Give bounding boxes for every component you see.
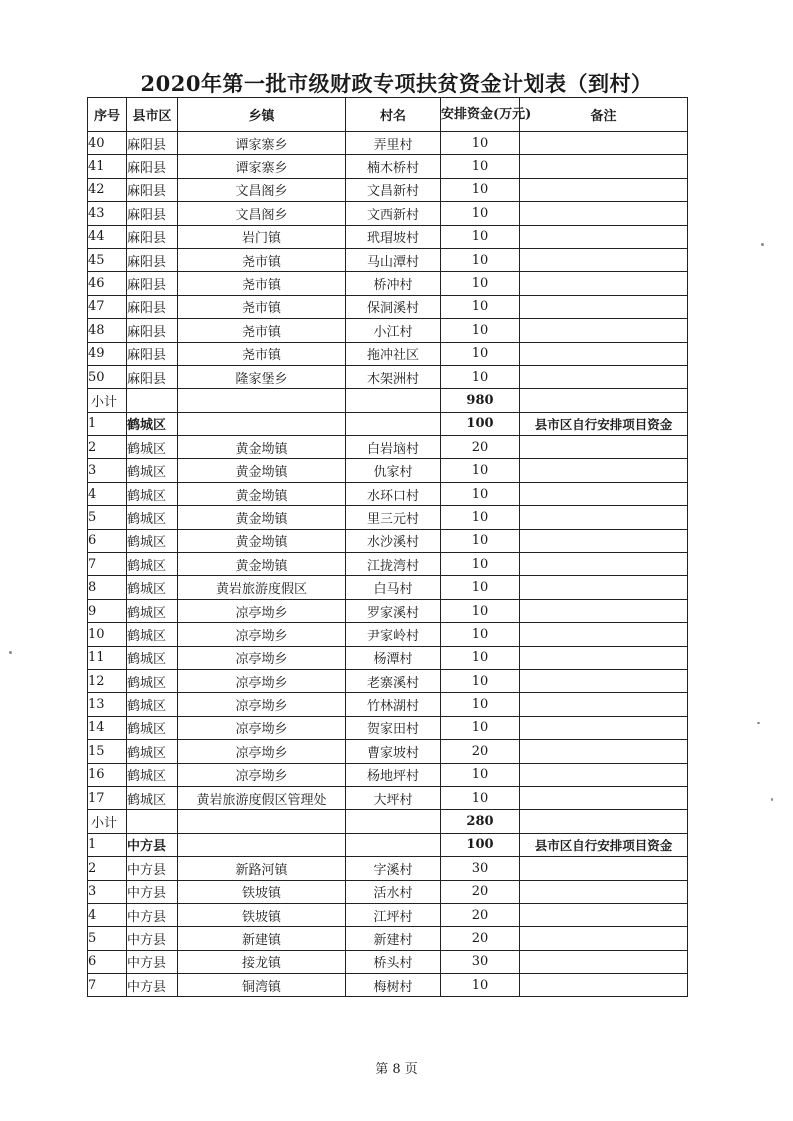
cell-village: 贺家田村 bbox=[346, 716, 441, 739]
cell-village bbox=[346, 833, 441, 856]
cell-note bbox=[520, 482, 688, 505]
cell-amount: 30 bbox=[441, 950, 520, 973]
cell-village: 活水村 bbox=[346, 880, 441, 903]
cell-village: 杨潭村 bbox=[346, 646, 441, 669]
cell-amount: 10 bbox=[441, 459, 520, 482]
cell-county bbox=[127, 810, 178, 833]
cell-county: 鹤城区 bbox=[127, 763, 178, 786]
fund-plan-table bbox=[87, 97, 688, 997]
cell-county: 中方县 bbox=[127, 974, 178, 997]
cell-amount: 20 bbox=[441, 436, 520, 459]
cell-seq: 44 bbox=[88, 225, 127, 248]
cell-seq: 小计 bbox=[88, 810, 127, 833]
cell-amount: 100 bbox=[441, 412, 520, 435]
cell-county: 麻阳县 bbox=[127, 225, 178, 248]
cell-seq: 42 bbox=[88, 178, 127, 201]
page-title: 2020年第一批市级财政专项扶贫资金计划表（到村） bbox=[140, 71, 653, 96]
table-row bbox=[88, 365, 688, 388]
cell-village: 玳瑁坡村 bbox=[346, 225, 441, 248]
cell-seq: 小计 bbox=[88, 389, 127, 412]
cell-town: 黄金坳镇 bbox=[178, 529, 346, 552]
cell-town: 黄金坳镇 bbox=[178, 553, 346, 576]
table-row bbox=[88, 740, 688, 763]
scan-speck bbox=[757, 722, 760, 724]
cell-county: 鹤城区 bbox=[127, 436, 178, 459]
cell-amount: 10 bbox=[441, 553, 520, 576]
cell-town: 凉亭坳乡 bbox=[178, 740, 346, 763]
cell-note bbox=[520, 669, 688, 692]
cell-village: 文西新村 bbox=[346, 202, 441, 225]
table-row bbox=[88, 529, 688, 552]
cell-amount: 10 bbox=[441, 248, 520, 271]
cell-note bbox=[520, 786, 688, 809]
cell-town: 凉亭坳乡 bbox=[178, 763, 346, 786]
table-row bbox=[88, 319, 688, 342]
cell-county: 麻阳县 bbox=[127, 295, 178, 318]
cell-county: 鹤城区 bbox=[127, 553, 178, 576]
cell-note bbox=[520, 225, 688, 248]
cell-village: 字溪村 bbox=[346, 857, 441, 880]
cell-seq: 13 bbox=[88, 693, 127, 716]
table-row bbox=[88, 202, 688, 225]
table-row bbox=[88, 178, 688, 201]
cell-seq: 41 bbox=[88, 155, 127, 178]
cell-village: 罗家溪村 bbox=[346, 599, 441, 622]
cell-town: 尧市镇 bbox=[178, 342, 346, 365]
cell-note bbox=[520, 295, 688, 318]
cell-village: 新建村 bbox=[346, 927, 441, 950]
table-row bbox=[88, 272, 688, 295]
cell-seq: 6 bbox=[88, 950, 127, 973]
cell-town: 隆家堡乡 bbox=[178, 365, 346, 388]
cell-amount: 20 bbox=[441, 927, 520, 950]
cell-county: 麻阳县 bbox=[127, 319, 178, 342]
cell-seq: 7 bbox=[88, 974, 127, 997]
header-county: 县市区 bbox=[127, 98, 178, 132]
cell-seq: 48 bbox=[88, 319, 127, 342]
cell-note bbox=[520, 740, 688, 763]
cell-amount: 10 bbox=[441, 646, 520, 669]
cell-note bbox=[520, 365, 688, 388]
scan-speck bbox=[761, 243, 764, 246]
table-row bbox=[88, 786, 688, 809]
cell-note: 县市区自行安排项目资金 bbox=[520, 412, 688, 435]
cell-village: 杨地坪村 bbox=[346, 763, 441, 786]
cell-town: 铜湾镇 bbox=[178, 974, 346, 997]
cell-note bbox=[520, 763, 688, 786]
cell-note bbox=[520, 459, 688, 482]
cell-seq: 45 bbox=[88, 248, 127, 271]
cell-town: 新建镇 bbox=[178, 927, 346, 950]
cell-note bbox=[520, 576, 688, 599]
cell-county: 中方县 bbox=[127, 903, 178, 926]
cell-amount: 10 bbox=[441, 763, 520, 786]
header-village: 村名 bbox=[346, 98, 441, 132]
subtotal-row bbox=[88, 810, 688, 833]
table-row bbox=[88, 412, 688, 435]
cell-amount: 20 bbox=[441, 880, 520, 903]
cell-amount: 10 bbox=[441, 342, 520, 365]
table-body bbox=[88, 132, 688, 997]
cell-note bbox=[520, 950, 688, 973]
cell-seq: 8 bbox=[88, 576, 127, 599]
cell-county: 中方县 bbox=[127, 833, 178, 856]
cell-seq: 3 bbox=[88, 880, 127, 903]
cell-amount: 10 bbox=[441, 599, 520, 622]
table-row bbox=[88, 599, 688, 622]
cell-town bbox=[178, 389, 346, 412]
cell-county: 鹤城区 bbox=[127, 693, 178, 716]
cell-county: 麻阳县 bbox=[127, 365, 178, 388]
cell-town: 尧市镇 bbox=[178, 272, 346, 295]
cell-seq: 2 bbox=[88, 857, 127, 880]
cell-village: 白岩垴村 bbox=[346, 436, 441, 459]
page-number: 第 8 页 bbox=[375, 1062, 418, 1077]
cell-note bbox=[520, 857, 688, 880]
cell-amount: 10 bbox=[441, 576, 520, 599]
header-seq: 序号 bbox=[88, 98, 127, 132]
cell-town: 尧市镇 bbox=[178, 295, 346, 318]
cell-amount: 20 bbox=[441, 903, 520, 926]
cell-amount: 10 bbox=[441, 365, 520, 388]
cell-seq: 1 bbox=[88, 833, 127, 856]
cell-county: 鹤城区 bbox=[127, 459, 178, 482]
cell-county: 鹤城区 bbox=[127, 623, 178, 646]
cell-village: 拖冲社区 bbox=[346, 342, 441, 365]
cell-note bbox=[520, 248, 688, 271]
cell-note bbox=[520, 506, 688, 529]
cell-town: 黄金坳镇 bbox=[178, 482, 346, 505]
table-row bbox=[88, 669, 688, 692]
table-row bbox=[88, 482, 688, 505]
cell-village: 江坪村 bbox=[346, 903, 441, 926]
cell-town: 凉亭坳乡 bbox=[178, 599, 346, 622]
subtotal-row bbox=[88, 389, 688, 412]
cell-county: 中方县 bbox=[127, 927, 178, 950]
cell-county bbox=[127, 389, 178, 412]
cell-village: 楠木桥村 bbox=[346, 155, 441, 178]
cell-note bbox=[520, 342, 688, 365]
cell-county: 鹤城区 bbox=[127, 576, 178, 599]
cell-county: 鹤城区 bbox=[127, 599, 178, 622]
cell-note bbox=[520, 202, 688, 225]
cell-village: 文昌新村 bbox=[346, 178, 441, 201]
cell-county: 鹤城区 bbox=[127, 740, 178, 763]
cell-town: 铁坡镇 bbox=[178, 880, 346, 903]
cell-town: 凉亭坳乡 bbox=[178, 716, 346, 739]
table-row bbox=[88, 927, 688, 950]
cell-village: 仇家村 bbox=[346, 459, 441, 482]
cell-village: 梅树村 bbox=[346, 974, 441, 997]
cell-seq: 4 bbox=[88, 903, 127, 926]
scan-speck bbox=[771, 798, 773, 801]
cell-county: 鹤城区 bbox=[127, 412, 178, 435]
cell-town: 黄金坳镇 bbox=[178, 436, 346, 459]
cell-seq: 11 bbox=[88, 646, 127, 669]
cell-note bbox=[520, 880, 688, 903]
cell-town: 黄岩旅游度假区管理处 bbox=[178, 786, 346, 809]
cell-village: 江拢湾村 bbox=[346, 553, 441, 576]
cell-village: 老寨溪村 bbox=[346, 669, 441, 692]
cell-amount: 30 bbox=[441, 857, 520, 880]
cell-village: 尹家岭村 bbox=[346, 623, 441, 646]
cell-seq: 3 bbox=[88, 459, 127, 482]
cell-county: 麻阳县 bbox=[127, 132, 178, 155]
table-row bbox=[88, 950, 688, 973]
cell-amount: 10 bbox=[441, 155, 520, 178]
cell-seq: 5 bbox=[88, 506, 127, 529]
scan-speck bbox=[9, 651, 12, 654]
cell-note bbox=[520, 132, 688, 155]
cell-town: 谭家寨乡 bbox=[178, 155, 346, 178]
cell-county: 中方县 bbox=[127, 880, 178, 903]
cell-town: 凉亭坳乡 bbox=[178, 646, 346, 669]
cell-village: 木架洲村 bbox=[346, 365, 441, 388]
table-row bbox=[88, 623, 688, 646]
table-row bbox=[88, 693, 688, 716]
cell-seq: 16 bbox=[88, 763, 127, 786]
cell-seq: 43 bbox=[88, 202, 127, 225]
cell-note bbox=[520, 927, 688, 950]
table-row bbox=[88, 903, 688, 926]
cell-note: 县市区自行安排项目资金 bbox=[520, 833, 688, 856]
cell-village: 保洞溪村 bbox=[346, 295, 441, 318]
cell-county: 鹤城区 bbox=[127, 669, 178, 692]
cell-amount: 10 bbox=[441, 178, 520, 201]
cell-town: 接龙镇 bbox=[178, 950, 346, 973]
cell-amount: 980 bbox=[441, 389, 520, 412]
cell-village: 竹林湖村 bbox=[346, 693, 441, 716]
cell-village: 桥头村 bbox=[346, 950, 441, 973]
cell-village: 大坪村 bbox=[346, 786, 441, 809]
cell-village: 白马村 bbox=[346, 576, 441, 599]
table-row bbox=[88, 342, 688, 365]
cell-amount: 10 bbox=[441, 669, 520, 692]
cell-county: 中方县 bbox=[127, 950, 178, 973]
cell-town: 黄金坳镇 bbox=[178, 459, 346, 482]
cell-town bbox=[178, 412, 346, 435]
cell-town: 尧市镇 bbox=[178, 248, 346, 271]
cell-seq: 6 bbox=[88, 529, 127, 552]
table-header-row bbox=[88, 98, 688, 132]
cell-town: 凉亭坳乡 bbox=[178, 669, 346, 692]
cell-county: 中方县 bbox=[127, 857, 178, 880]
table-row bbox=[88, 576, 688, 599]
cell-seq: 9 bbox=[88, 599, 127, 622]
cell-county: 麻阳县 bbox=[127, 272, 178, 295]
cell-village bbox=[346, 412, 441, 435]
cell-village: 里三元村 bbox=[346, 506, 441, 529]
cell-amount: 20 bbox=[441, 740, 520, 763]
cell-note bbox=[520, 716, 688, 739]
cell-seq: 49 bbox=[88, 342, 127, 365]
cell-note bbox=[520, 178, 688, 201]
cell-seq: 17 bbox=[88, 786, 127, 809]
cell-seq: 50 bbox=[88, 365, 127, 388]
cell-seq: 2 bbox=[88, 436, 127, 459]
cell-county: 鹤城区 bbox=[127, 646, 178, 669]
cell-town: 黄岩旅游度假区 bbox=[178, 576, 346, 599]
cell-county: 鹤城区 bbox=[127, 482, 178, 505]
table-row bbox=[88, 553, 688, 576]
cell-county: 麻阳县 bbox=[127, 155, 178, 178]
cell-town: 尧市镇 bbox=[178, 319, 346, 342]
cell-note bbox=[520, 389, 688, 412]
cell-seq: 15 bbox=[88, 740, 127, 763]
header-town: 乡镇 bbox=[178, 98, 346, 132]
cell-amount: 10 bbox=[441, 716, 520, 739]
cell-amount: 10 bbox=[441, 623, 520, 646]
cell-amount: 10 bbox=[441, 132, 520, 155]
cell-town: 铁坡镇 bbox=[178, 903, 346, 926]
cell-village: 水沙溪村 bbox=[346, 529, 441, 552]
cell-town: 凉亭坳乡 bbox=[178, 693, 346, 716]
cell-note bbox=[520, 693, 688, 716]
table-row bbox=[88, 857, 688, 880]
cell-county: 鹤城区 bbox=[127, 716, 178, 739]
cell-village: 马山潭村 bbox=[346, 248, 441, 271]
cell-village: 弄里村 bbox=[346, 132, 441, 155]
cell-town: 岩门镇 bbox=[178, 225, 346, 248]
cell-seq: 46 bbox=[88, 272, 127, 295]
cell-village: 小江村 bbox=[346, 319, 441, 342]
table-row bbox=[88, 974, 688, 997]
cell-note bbox=[520, 646, 688, 669]
cell-amount: 10 bbox=[441, 295, 520, 318]
cell-seq: 14 bbox=[88, 716, 127, 739]
table-row bbox=[88, 132, 688, 155]
table-row bbox=[88, 295, 688, 318]
cell-county: 鹤城区 bbox=[127, 786, 178, 809]
cell-note bbox=[520, 319, 688, 342]
cell-seq: 12 bbox=[88, 669, 127, 692]
cell-town: 凉亭坳乡 bbox=[178, 623, 346, 646]
table-row bbox=[88, 436, 688, 459]
cell-amount: 280 bbox=[441, 810, 520, 833]
table-row bbox=[88, 716, 688, 739]
cell-note bbox=[520, 623, 688, 646]
cell-seq: 10 bbox=[88, 623, 127, 646]
cell-village: 桥冲村 bbox=[346, 272, 441, 295]
cell-county: 鹤城区 bbox=[127, 506, 178, 529]
header-amount: 安排资金(万元) bbox=[441, 98, 520, 132]
table-row bbox=[88, 225, 688, 248]
table-row bbox=[88, 763, 688, 786]
cell-village bbox=[346, 810, 441, 833]
cell-note bbox=[520, 810, 688, 833]
cell-amount: 10 bbox=[441, 529, 520, 552]
cell-amount: 10 bbox=[441, 202, 520, 225]
cell-county: 鹤城区 bbox=[127, 529, 178, 552]
cell-county: 麻阳县 bbox=[127, 248, 178, 271]
cell-county: 麻阳县 bbox=[127, 178, 178, 201]
cell-village bbox=[346, 389, 441, 412]
table-row bbox=[88, 155, 688, 178]
cell-amount: 10 bbox=[441, 319, 520, 342]
cell-note bbox=[520, 903, 688, 926]
cell-town: 文昌阁乡 bbox=[178, 178, 346, 201]
cell-note bbox=[520, 974, 688, 997]
cell-town: 文昌阁乡 bbox=[178, 202, 346, 225]
header-note: 备注 bbox=[520, 98, 688, 132]
cell-note bbox=[520, 272, 688, 295]
cell-note bbox=[520, 529, 688, 552]
cell-amount: 10 bbox=[441, 482, 520, 505]
cell-town: 黄金坳镇 bbox=[178, 506, 346, 529]
cell-note bbox=[520, 553, 688, 576]
cell-seq: 47 bbox=[88, 295, 127, 318]
cell-amount: 10 bbox=[441, 693, 520, 716]
cell-town bbox=[178, 833, 346, 856]
cell-town bbox=[178, 810, 346, 833]
cell-seq: 40 bbox=[88, 132, 127, 155]
table-row bbox=[88, 880, 688, 903]
cell-town: 新路河镇 bbox=[178, 857, 346, 880]
cell-county: 麻阳县 bbox=[127, 202, 178, 225]
cell-town: 谭家寨乡 bbox=[178, 132, 346, 155]
table-row bbox=[88, 646, 688, 669]
cell-note bbox=[520, 155, 688, 178]
cell-amount: 10 bbox=[441, 786, 520, 809]
cell-county: 麻阳县 bbox=[127, 342, 178, 365]
cell-seq: 7 bbox=[88, 553, 127, 576]
cell-amount: 10 bbox=[441, 974, 520, 997]
table-row bbox=[88, 248, 688, 271]
cell-village: 曹家坡村 bbox=[346, 740, 441, 763]
cell-seq: 5 bbox=[88, 927, 127, 950]
cell-amount: 10 bbox=[441, 225, 520, 248]
table-row bbox=[88, 459, 688, 482]
cell-amount: 100 bbox=[441, 833, 520, 856]
cell-amount: 10 bbox=[441, 272, 520, 295]
cell-amount: 10 bbox=[441, 506, 520, 529]
cell-seq: 1 bbox=[88, 412, 127, 435]
table-row bbox=[88, 833, 688, 856]
table-row bbox=[88, 506, 688, 529]
cell-note bbox=[520, 599, 688, 622]
cell-village: 水环口村 bbox=[346, 482, 441, 505]
cell-seq: 4 bbox=[88, 482, 127, 505]
cell-note bbox=[520, 436, 688, 459]
